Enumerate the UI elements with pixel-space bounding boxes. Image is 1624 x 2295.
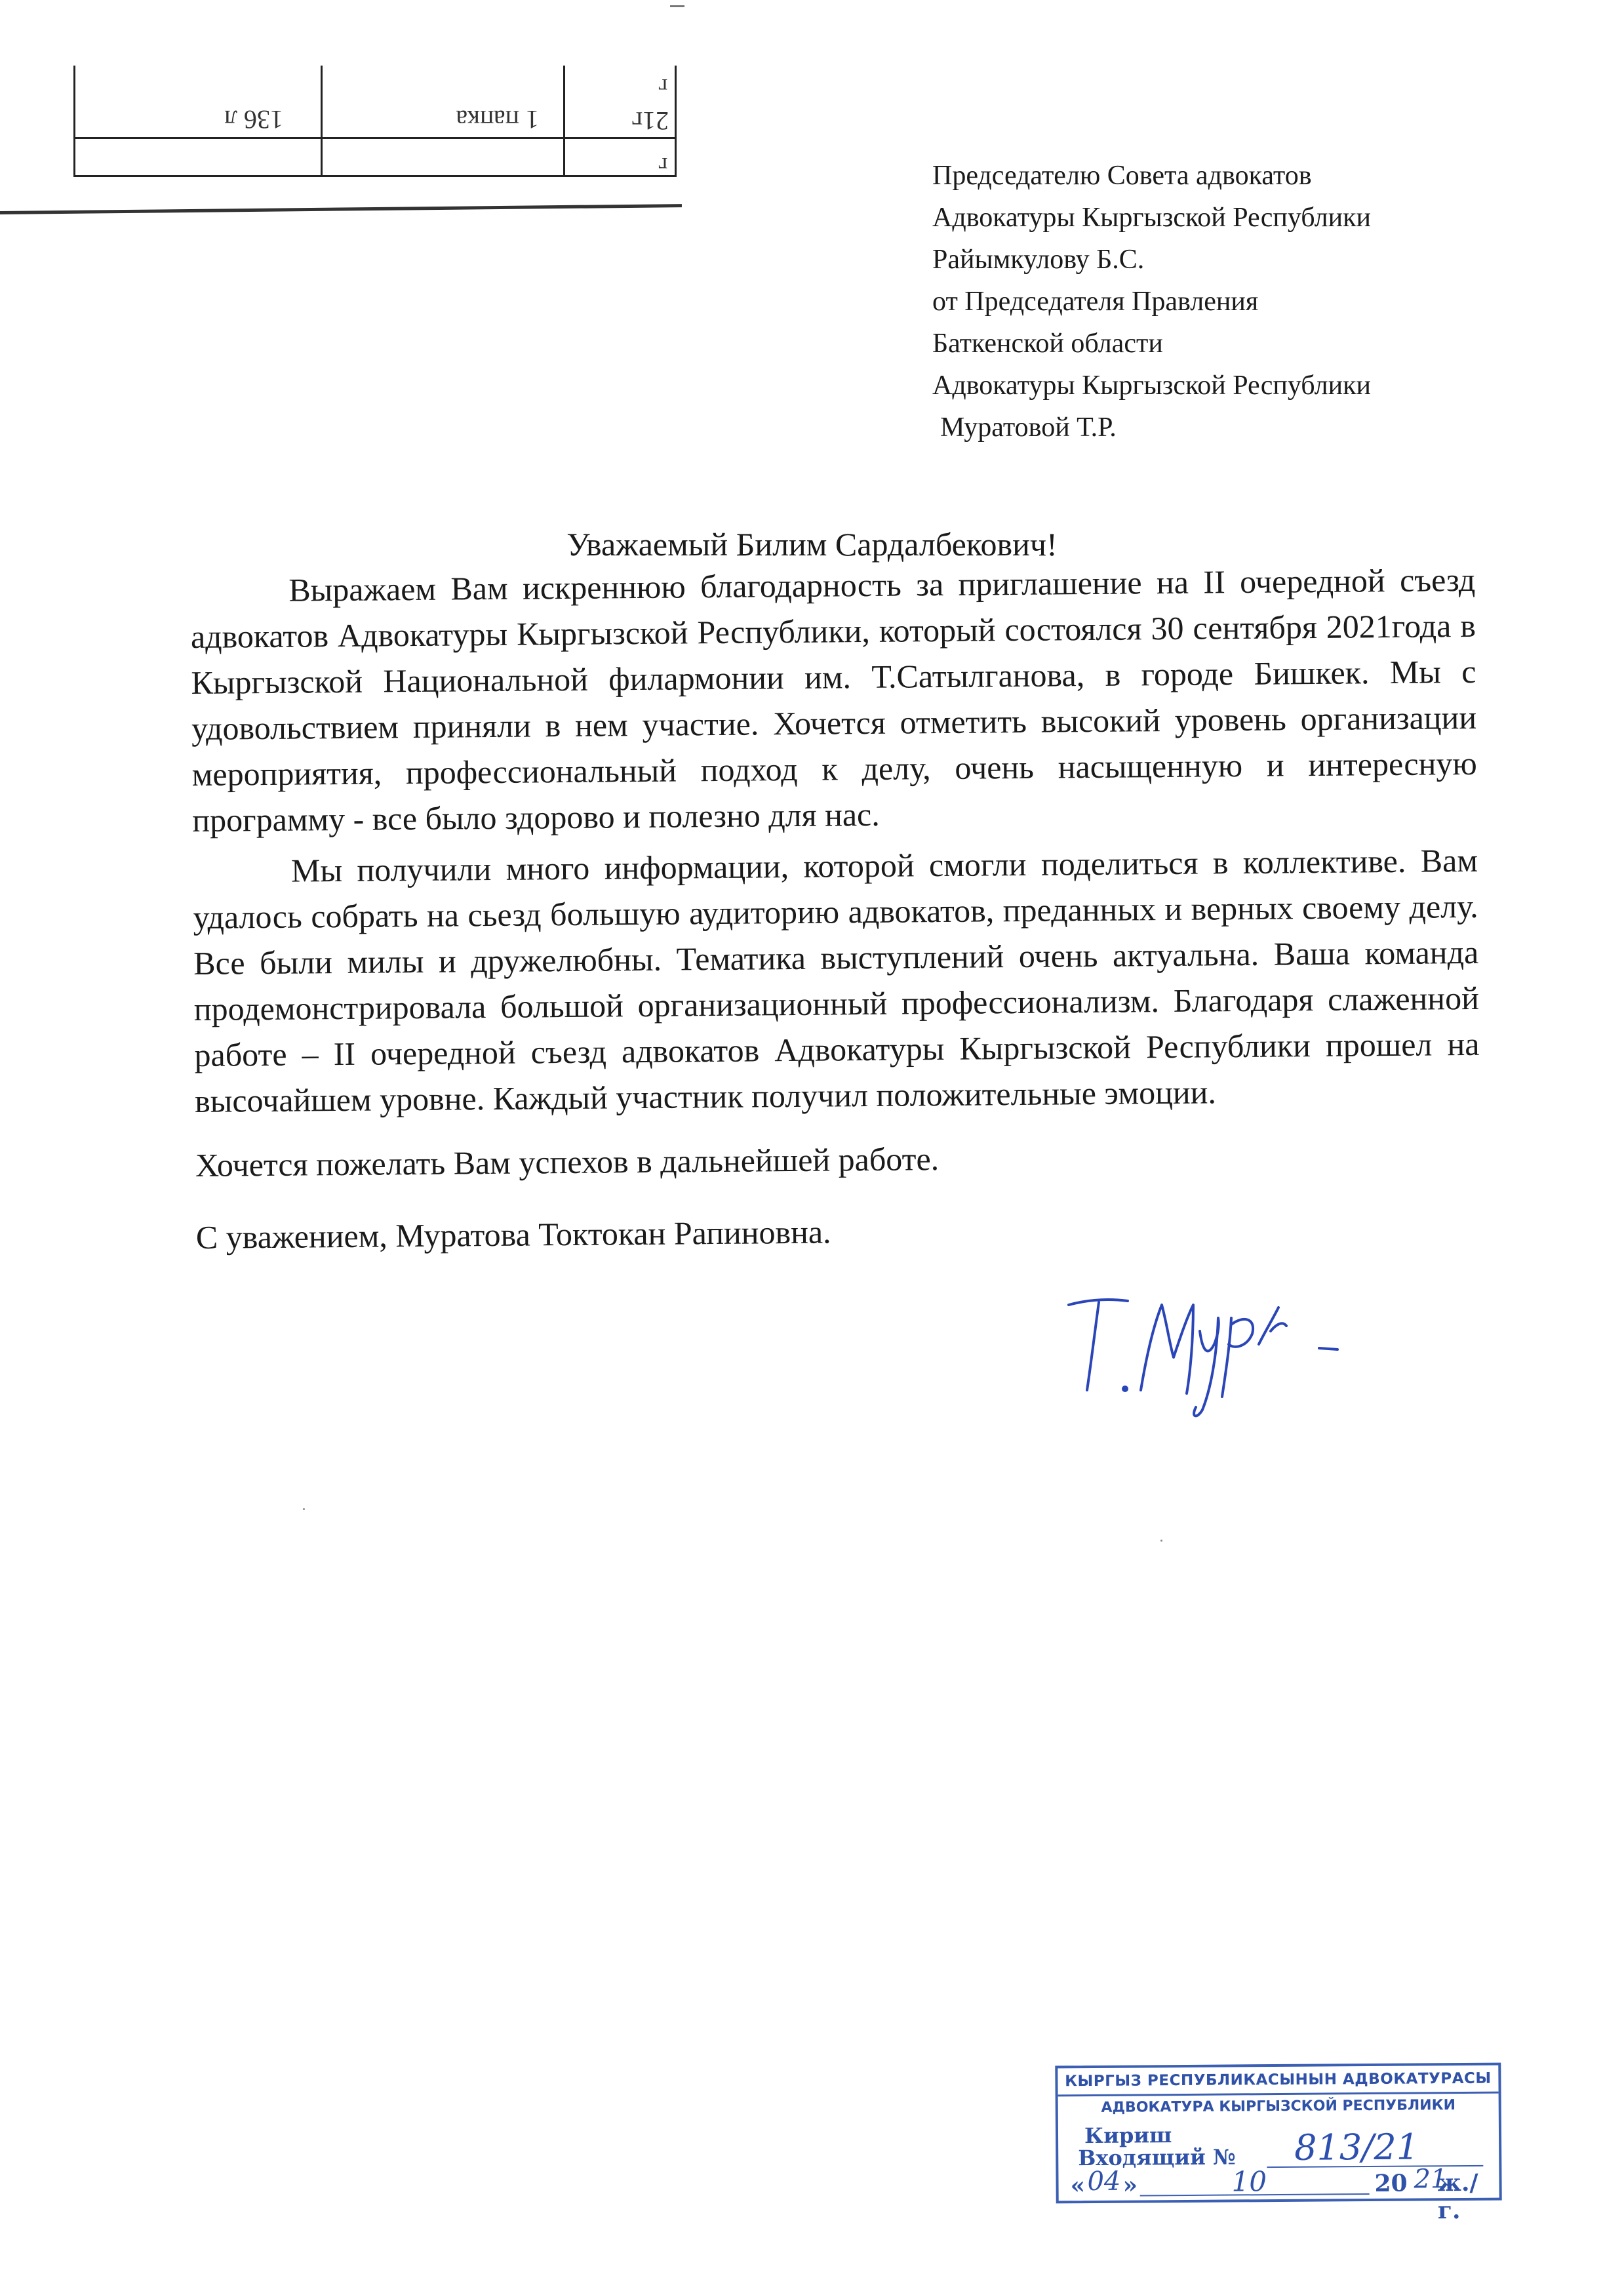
table-row-divider xyxy=(73,137,677,139)
stamp-day: 04 xyxy=(1087,2166,1121,2197)
table-col-divider xyxy=(563,66,565,177)
stamp-year-prefix: 20 xyxy=(1374,2169,1408,2197)
signature-icon xyxy=(1062,1279,1351,1423)
closing-line: С уважением, Муратова Токтокан Рапиновна. xyxy=(195,1213,831,1256)
table-col-divider xyxy=(321,66,323,177)
wish-line: Хочется пожелать Вам успехов в дальнейшей работе. xyxy=(195,1140,940,1184)
salutation: Уважаемый Билим Сардалбекович! xyxy=(566,526,1058,563)
incoming-stamp xyxy=(1055,2063,1501,2225)
scan-speck xyxy=(303,1508,305,1510)
table-cell: 1 папка xyxy=(456,105,539,134)
addressee-line: Адвокатуры Кыргызской Республики xyxy=(932,370,1371,401)
stamp-year-suffix: ж./г. xyxy=(1437,2168,1478,2225)
addressee-line: Баткенской области xyxy=(932,329,1163,359)
table-cell: 21г xyxy=(631,106,669,136)
stamp-incoming-label: Входящий № xyxy=(1078,2144,1236,2171)
table-frame xyxy=(73,66,677,177)
paragraph-2: Мы получили много информации, которой смогли поделиться в коллективе. Вам удалось собрать на сьезд большую аудиторию адвокатов, преданных и верных своему делу. Все были милы и дружелюбны. Тематика выступлений очень актуальна. Ваша команда продемонстрировала большой организационный профессионализм. Благодаря слаженной работе – II очередной съезд адвокатов Адвокатуры Кыргызской Республики прошел на высочайшем уровне. Каждый участник получил положительные эмоции. xyxy=(193,841,1480,1119)
stamp-header-kg: КЫРГЫЗ РЕСПУБЛИКАСЫНЫН АДВОКАТУРАСЫ xyxy=(1058,2066,1498,2097)
stamp-quote-close: » xyxy=(1122,2171,1138,2199)
stamp-month: 10 xyxy=(1231,2165,1267,2198)
stamp-year: 21 xyxy=(1414,2164,1448,2195)
addressee-line: Председателю Совета адвокатов xyxy=(932,161,1312,191)
addressee-line: Райымкулову Б.С. xyxy=(932,245,1145,275)
table-cell: г xyxy=(658,153,667,177)
stamp-header-ru: АДВОКАТУРА КЫРГЫЗСКОЙ РЕСПУБЛИКИ xyxy=(1101,2097,1456,2116)
stamp-date-row xyxy=(1066,2164,1496,2225)
paragraph-1: Выражаем Вам искреннюю благодарность за приглашение на II очередной съезд адвокатов Адвокатуры Кыргызской Республики, который состоялся 30 сентября 2021года в Кыргызской Национальной филармонии им. Т.Сатылганова, в городе Бишкек. Мы с удовольствием приняли в нем участие. Хочется отметить высокий уровень организации мероприятия, профессиональный подход к делу, очень насыщенную и интересную программу - все было здорово и полезно для нас. xyxy=(190,561,1477,839)
stamp-number: 813/21 xyxy=(1294,2126,1419,2168)
stamp-kirish-label: Кириш xyxy=(1084,2123,1172,2149)
table-cell: 136 л xyxy=(224,105,283,134)
scan-artifact-line xyxy=(0,204,682,214)
mirrored-table-fragment xyxy=(73,66,677,177)
letter-body xyxy=(190,557,1481,1260)
scan-mark xyxy=(670,5,684,7)
addressee-line: Адвокатуры Кыргызской Республики xyxy=(932,203,1371,233)
stamp-quote-open: « xyxy=(1070,2172,1086,2200)
scan-speck xyxy=(1160,1540,1162,1542)
addressee-line: от Председателя Правления xyxy=(932,287,1259,317)
addressee-line: Муратовой Т.Р. xyxy=(940,412,1117,443)
table-cell: г xyxy=(658,74,667,98)
addressee-block xyxy=(932,155,1588,449)
